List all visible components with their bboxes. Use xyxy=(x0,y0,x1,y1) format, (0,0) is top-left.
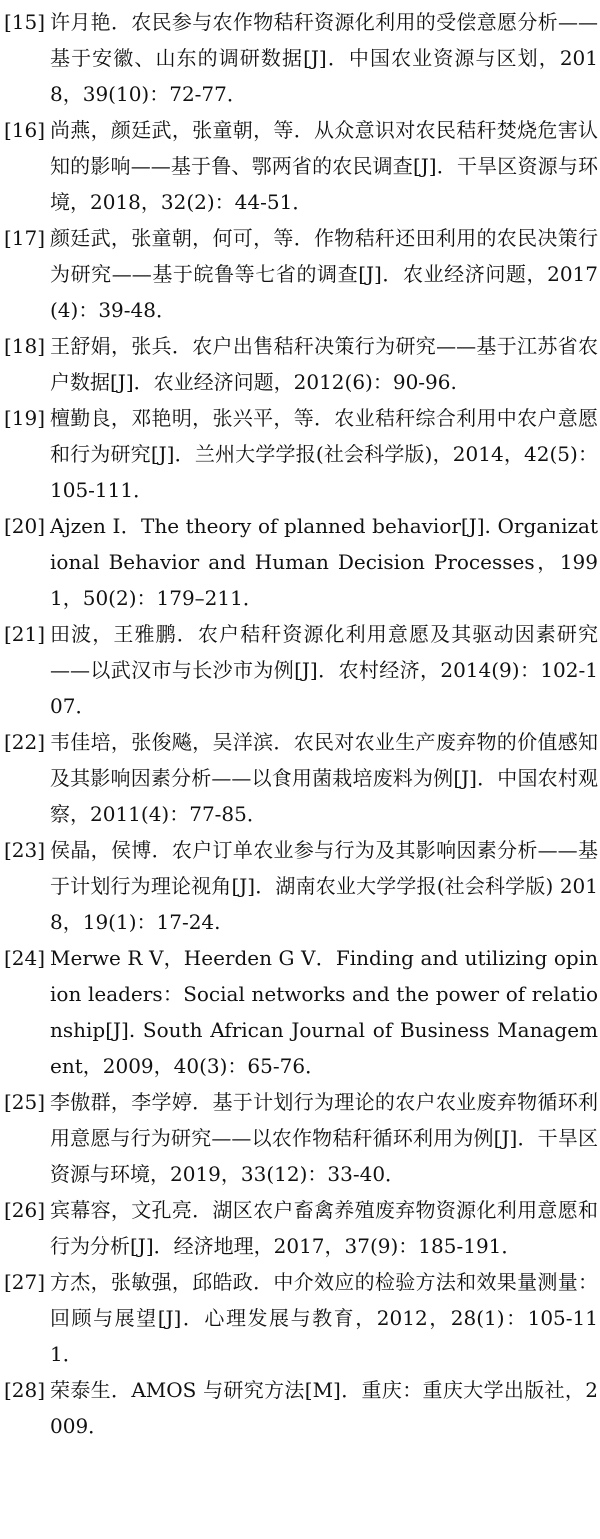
reference-number: [23] xyxy=(4,838,46,862)
reference-text: Ajzen I．The theory of planned behavior[J]. Organizational Behavior and Human Decision Processes，1991，50(2)：179–211． xyxy=(50,514,598,610)
reference-item xyxy=(4,1264,598,1372)
reference-text: 田波，王雅鹏．农户秸秆资源化利用意愿及其驱动因素研究——以武汉市与长沙市为例[J]．农村经济，2014(9)：102-107． xyxy=(50,622,598,718)
reference-number: [20] xyxy=(4,514,46,538)
reference-text: 侯晶，侯博．农户订单农业参与行为及其影响因素分析——基于计划行为理论视角[J]．湖南农业大学学报(社会科学版) 2018，19(1)：17-24. xyxy=(50,838,598,934)
reference-item xyxy=(4,328,598,400)
reference-number: [17] xyxy=(4,226,46,250)
reference-number: [15] xyxy=(4,10,46,34)
reference-text: 许月艳．农民参与农作物秸秆资源化利用的受偿意愿分析——基于安徽、山东的调研数据[J]．中国农业资源与区划，2018，39(10)：72-77． xyxy=(50,10,598,106)
reference-number: [25] xyxy=(4,1090,46,1114)
reference-number: [24] xyxy=(4,946,46,970)
reference-item xyxy=(4,1192,598,1264)
reference-text: 尚燕，颜廷武，张童朝，等．从众意识对农民秸秆焚烧危害认知的影响——基于鲁、鄂两省的农民调查[J]．干旱区资源与环境，2018，32(2)：44-51． xyxy=(50,118,598,214)
reference-text: 宾幕容，文孔亮．湖区农户畜禽养殖废弃物资源化利用意愿和行为分析[J]．经济地理，2017，37(9)：185-191． xyxy=(50,1198,598,1258)
reference-item xyxy=(4,112,598,220)
reference-item xyxy=(4,724,598,832)
reference-text: 荣泰生．AMOS 与研究方法[M]．重庆：重庆大学出版社，2009． xyxy=(50,1378,598,1438)
reference-item xyxy=(4,220,598,328)
reference-item xyxy=(4,940,598,1084)
reference-item xyxy=(4,508,598,616)
reference-number: [18] xyxy=(4,334,46,358)
reference-item xyxy=(4,1372,598,1444)
reference-text: 王舒娟，张兵．农户出售秸秆决策行为研究——基于江苏省农户数据[J]．农业经济问题，2012(6)：90-96. xyxy=(50,334,598,394)
reference-number: [26] xyxy=(4,1198,46,1222)
reference-item xyxy=(4,616,598,724)
reference-number: [22] xyxy=(4,730,46,754)
reference-text: 方杰，张敏强，邱皓政．中介效应的检验方法和效果量测量：回顾与展望[J]．心理发展与教育，2012，28(1)：105-111． xyxy=(50,1270,598,1366)
reference-text: Merwe R V，Heerden G V．Finding and utilizing opinion leaders：Social networks and the power of relationship[J]. South African Journal of Business Management，2009，40(3)：65-76． xyxy=(50,946,598,1078)
reference-item xyxy=(4,4,598,112)
reference-text: 韦佳培，张俊飚，吴洋滨．农民对农业生产废弃物的价值感知及其影响因素分析——以食用菌栽培废料为例[J]．中国农村观察，2011(4)：77-85． xyxy=(50,730,598,826)
reference-number: [21] xyxy=(4,622,46,646)
reference-item xyxy=(4,832,598,940)
reference-text: 颜廷武，张童朝，何可，等．作物秸秆还田利用的农民决策行为研究——基于皖鲁等七省的调查[J]．农业经济问题，2017(4)：39-48． xyxy=(50,226,598,322)
reference-item xyxy=(4,400,598,508)
reference-number: [28] xyxy=(4,1378,46,1402)
reference-number: [19] xyxy=(4,406,46,430)
reference-number: [27] xyxy=(4,1270,46,1294)
reference-text: 檀勤良，邓艳明，张兴平，等．农业秸秆综合利用中农户意愿和行为研究[J]．兰州大学学报(社会科学版)，2014，42(5)：105-111． xyxy=(50,406,598,502)
reference-number: [16] xyxy=(4,118,46,142)
reference-text: 李傲群，李学婷．基于计划行为理论的农户农业废弃物循环利用意愿与行为研究——以农作物秸秆循环利用为例[J]．干旱区资源与环境，2019，33(12)：33-40． xyxy=(50,1090,598,1186)
reference-item xyxy=(4,1084,598,1192)
reference-list xyxy=(4,4,598,1444)
